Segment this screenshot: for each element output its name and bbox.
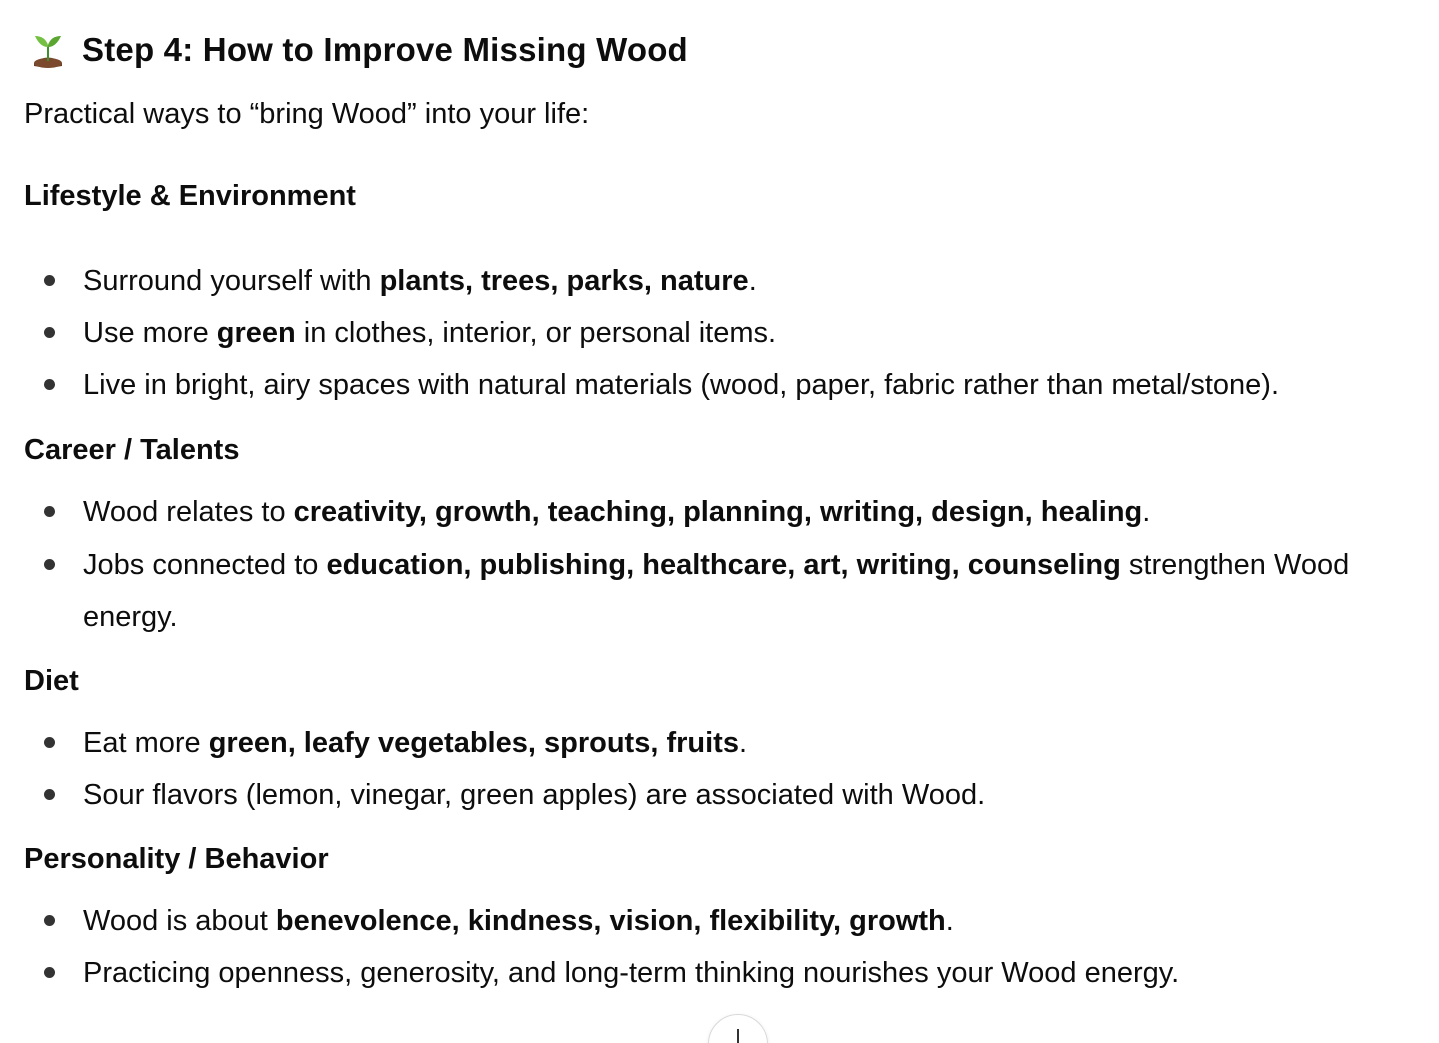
list-item (24, 486, 1424, 538)
item-emphasis: green (216, 317, 296, 349)
section-heading-diet: Diet (24, 665, 79, 697)
item-text: Eat more (83, 727, 209, 759)
item-text: . (945, 905, 954, 937)
item-text: strengthen Wood energy. (83, 549, 1350, 633)
item-text: Wood is about (83, 905, 276, 937)
item-text: Use more (83, 317, 217, 349)
item-text: Surround yourself with (83, 265, 380, 297)
item-text: Practicing openness, generosity, and long-term thinking nourishes your Wood energy. (83, 957, 1180, 989)
arrow-down-icon (737, 1029, 739, 1043)
item-emphasis: creativity, growth, teaching, planning, writing, design, healing (293, 496, 1143, 528)
item-emphasis: plants, trees, parks, nature (379, 265, 749, 297)
list-item (24, 307, 1424, 359)
section-heading-lifestyle: Lifestyle & Environment (24, 180, 356, 212)
bullet-icon (44, 967, 55, 978)
bullet-icon (44, 915, 55, 926)
item-text: . (748, 265, 757, 297)
bullet-icon (44, 789, 55, 800)
item-text: in clothes, interior, or personal items. (295, 317, 777, 349)
bullet-icon (44, 275, 55, 286)
list-item (24, 359, 1424, 411)
item-text: Live in bright, airy spaces with natural materials (wood, paper, fabric rather than metal/stone). (83, 369, 1280, 401)
list-item (24, 255, 1424, 307)
item-emphasis: education, publishing, healthcare, art, writing, counseling (326, 549, 1121, 581)
bullet-icon (44, 737, 55, 748)
intro-text: Practical ways to “bring Wood” into your life: (24, 98, 590, 130)
bullet-icon (44, 559, 55, 570)
section-heading-personality: Personality / Behavior (24, 843, 329, 875)
item-text: Jobs connected to (83, 549, 327, 581)
list-item (24, 539, 1424, 643)
item-text: . (738, 727, 748, 759)
seedling-icon (28, 30, 68, 70)
section-heading-career: Career / Talents (24, 434, 240, 466)
item-text: . (1142, 496, 1151, 528)
item-emphasis: green, leafy vegetables, sprouts, fruits (208, 727, 739, 759)
list-item (24, 947, 1424, 999)
scroll-to-bottom-button[interactable] (708, 1014, 768, 1043)
list-item (24, 717, 1424, 769)
page-title: Step 4: How to Improve Missing Wood (82, 31, 688, 68)
item-text: Sour flavors (lemon, vinegar, green apples) are associated with Wood. (83, 779, 986, 811)
item-text: Wood relates to (83, 496, 294, 528)
bullet-icon (44, 379, 55, 390)
step-heading (28, 30, 688, 70)
bullet-icon (44, 327, 55, 338)
list-item (24, 769, 1424, 821)
list-item (24, 895, 1424, 947)
bullet-icon (44, 506, 55, 517)
item-emphasis: benevolence, kindness, vision, flexibility, growth (275, 905, 946, 937)
